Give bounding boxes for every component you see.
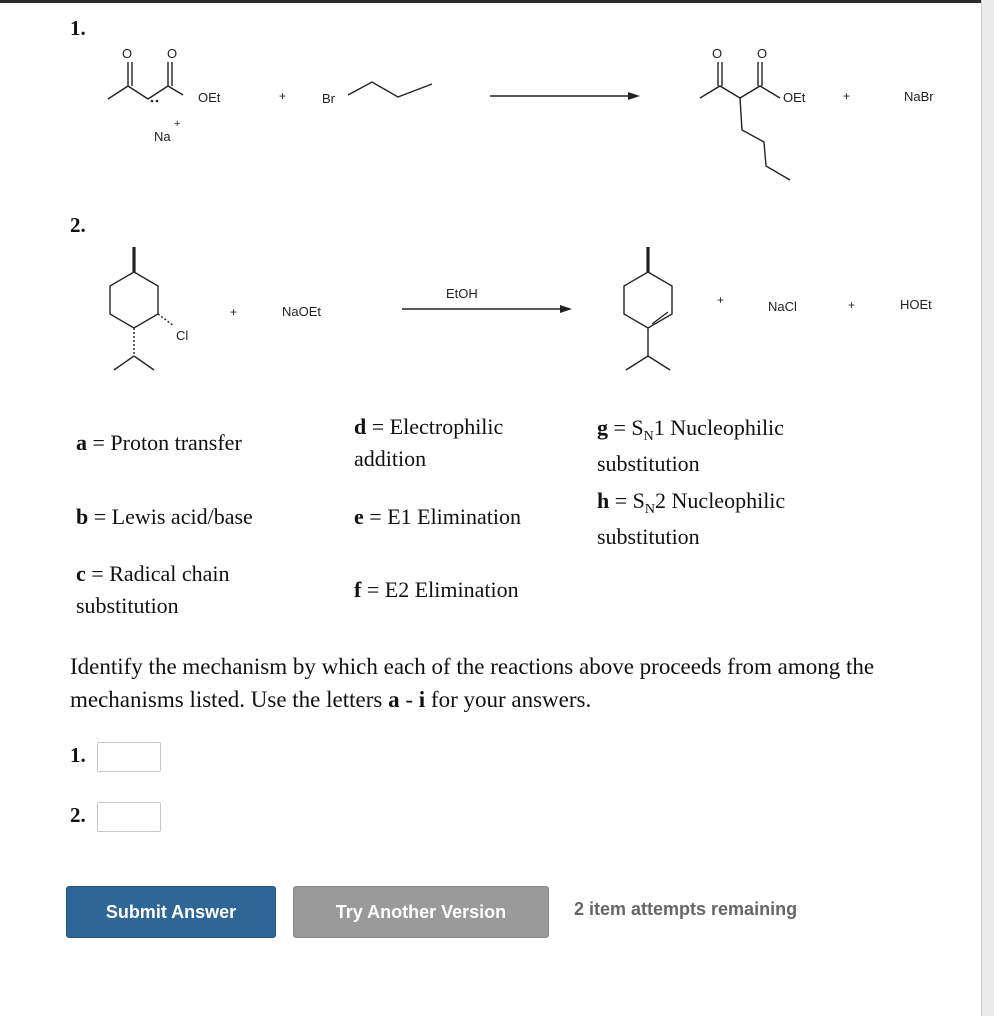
plus-sign: + xyxy=(717,293,725,307)
mechanism-option-e: e = E1 Elimination xyxy=(354,504,522,529)
arrowheads xyxy=(560,92,640,313)
bromine-label: Br xyxy=(322,91,335,106)
ester-label-product: OEt xyxy=(783,90,806,105)
chloro-cyclohexane-structure xyxy=(110,247,174,370)
submit-answer-button[interactable]: Submit Answer xyxy=(66,886,276,938)
nacl-label: NaCl xyxy=(768,299,797,314)
chlorine-label: Cl xyxy=(176,328,189,343)
plus-sign: + xyxy=(279,89,287,103)
plus-sign: + xyxy=(843,89,851,103)
answer-2-input[interactable] xyxy=(97,802,161,832)
sodium-charge: + xyxy=(174,118,181,130)
answer-1-label: 1. xyxy=(70,743,86,767)
mechanism-option-c: c = Radical chain substitution xyxy=(76,561,230,618)
question-prompt: Identify the mechanism by which each of the reactions above proceeds from among the mechanisms listed. Use the letters a - i for your answers. xyxy=(70,654,875,712)
naoet-label: NaOEt xyxy=(282,304,322,319)
mechanism-option-a: a = Proton transfer xyxy=(76,430,242,455)
bromopropane-structure xyxy=(348,82,432,97)
sodium-label: Na xyxy=(154,129,171,144)
mechanism-option-d: d = Electrophilic addition xyxy=(354,414,504,471)
ester-label-reactant: OEt xyxy=(198,90,221,105)
solvent-label: EtOH xyxy=(446,286,478,301)
plus-sign: + xyxy=(230,305,238,319)
try-another-version-button[interactable]: Try Another Version xyxy=(293,886,549,938)
mechanism-option-b: b = Lewis acid/base xyxy=(76,504,253,529)
attempts-remaining-status: 2 item attempts remaining xyxy=(574,899,798,919)
answer-2-label: 2. xyxy=(70,803,86,827)
oxygen-label: O xyxy=(711,46,723,61)
plus-sign: + xyxy=(848,298,856,312)
oxygen-label: O xyxy=(756,46,768,61)
question-2-number: 2. xyxy=(70,213,86,237)
alkylated-product-structure xyxy=(700,62,790,180)
enolate-structure xyxy=(108,62,183,99)
mechanism-option-g: $g = S_N1$ Nucleophilic substitution xyxy=(597,415,784,476)
menthene-structure xyxy=(624,247,672,370)
scrollbar-track[interactable] xyxy=(981,0,994,1016)
mechanism-option-h: $h = S_N2$ Nucleophilic substitution xyxy=(597,488,786,549)
reaction-schemes xyxy=(0,0,980,400)
oxygen-label: O xyxy=(166,46,178,61)
question-1-number: 1. xyxy=(70,16,86,40)
nabr-label: NaBr xyxy=(904,89,934,104)
mechanism-option-f: f = E2 Elimination xyxy=(354,577,519,602)
oxygen-label: O xyxy=(121,46,133,61)
hoet-label: HOEt xyxy=(900,297,932,312)
answer-1-input[interactable] xyxy=(97,742,161,772)
